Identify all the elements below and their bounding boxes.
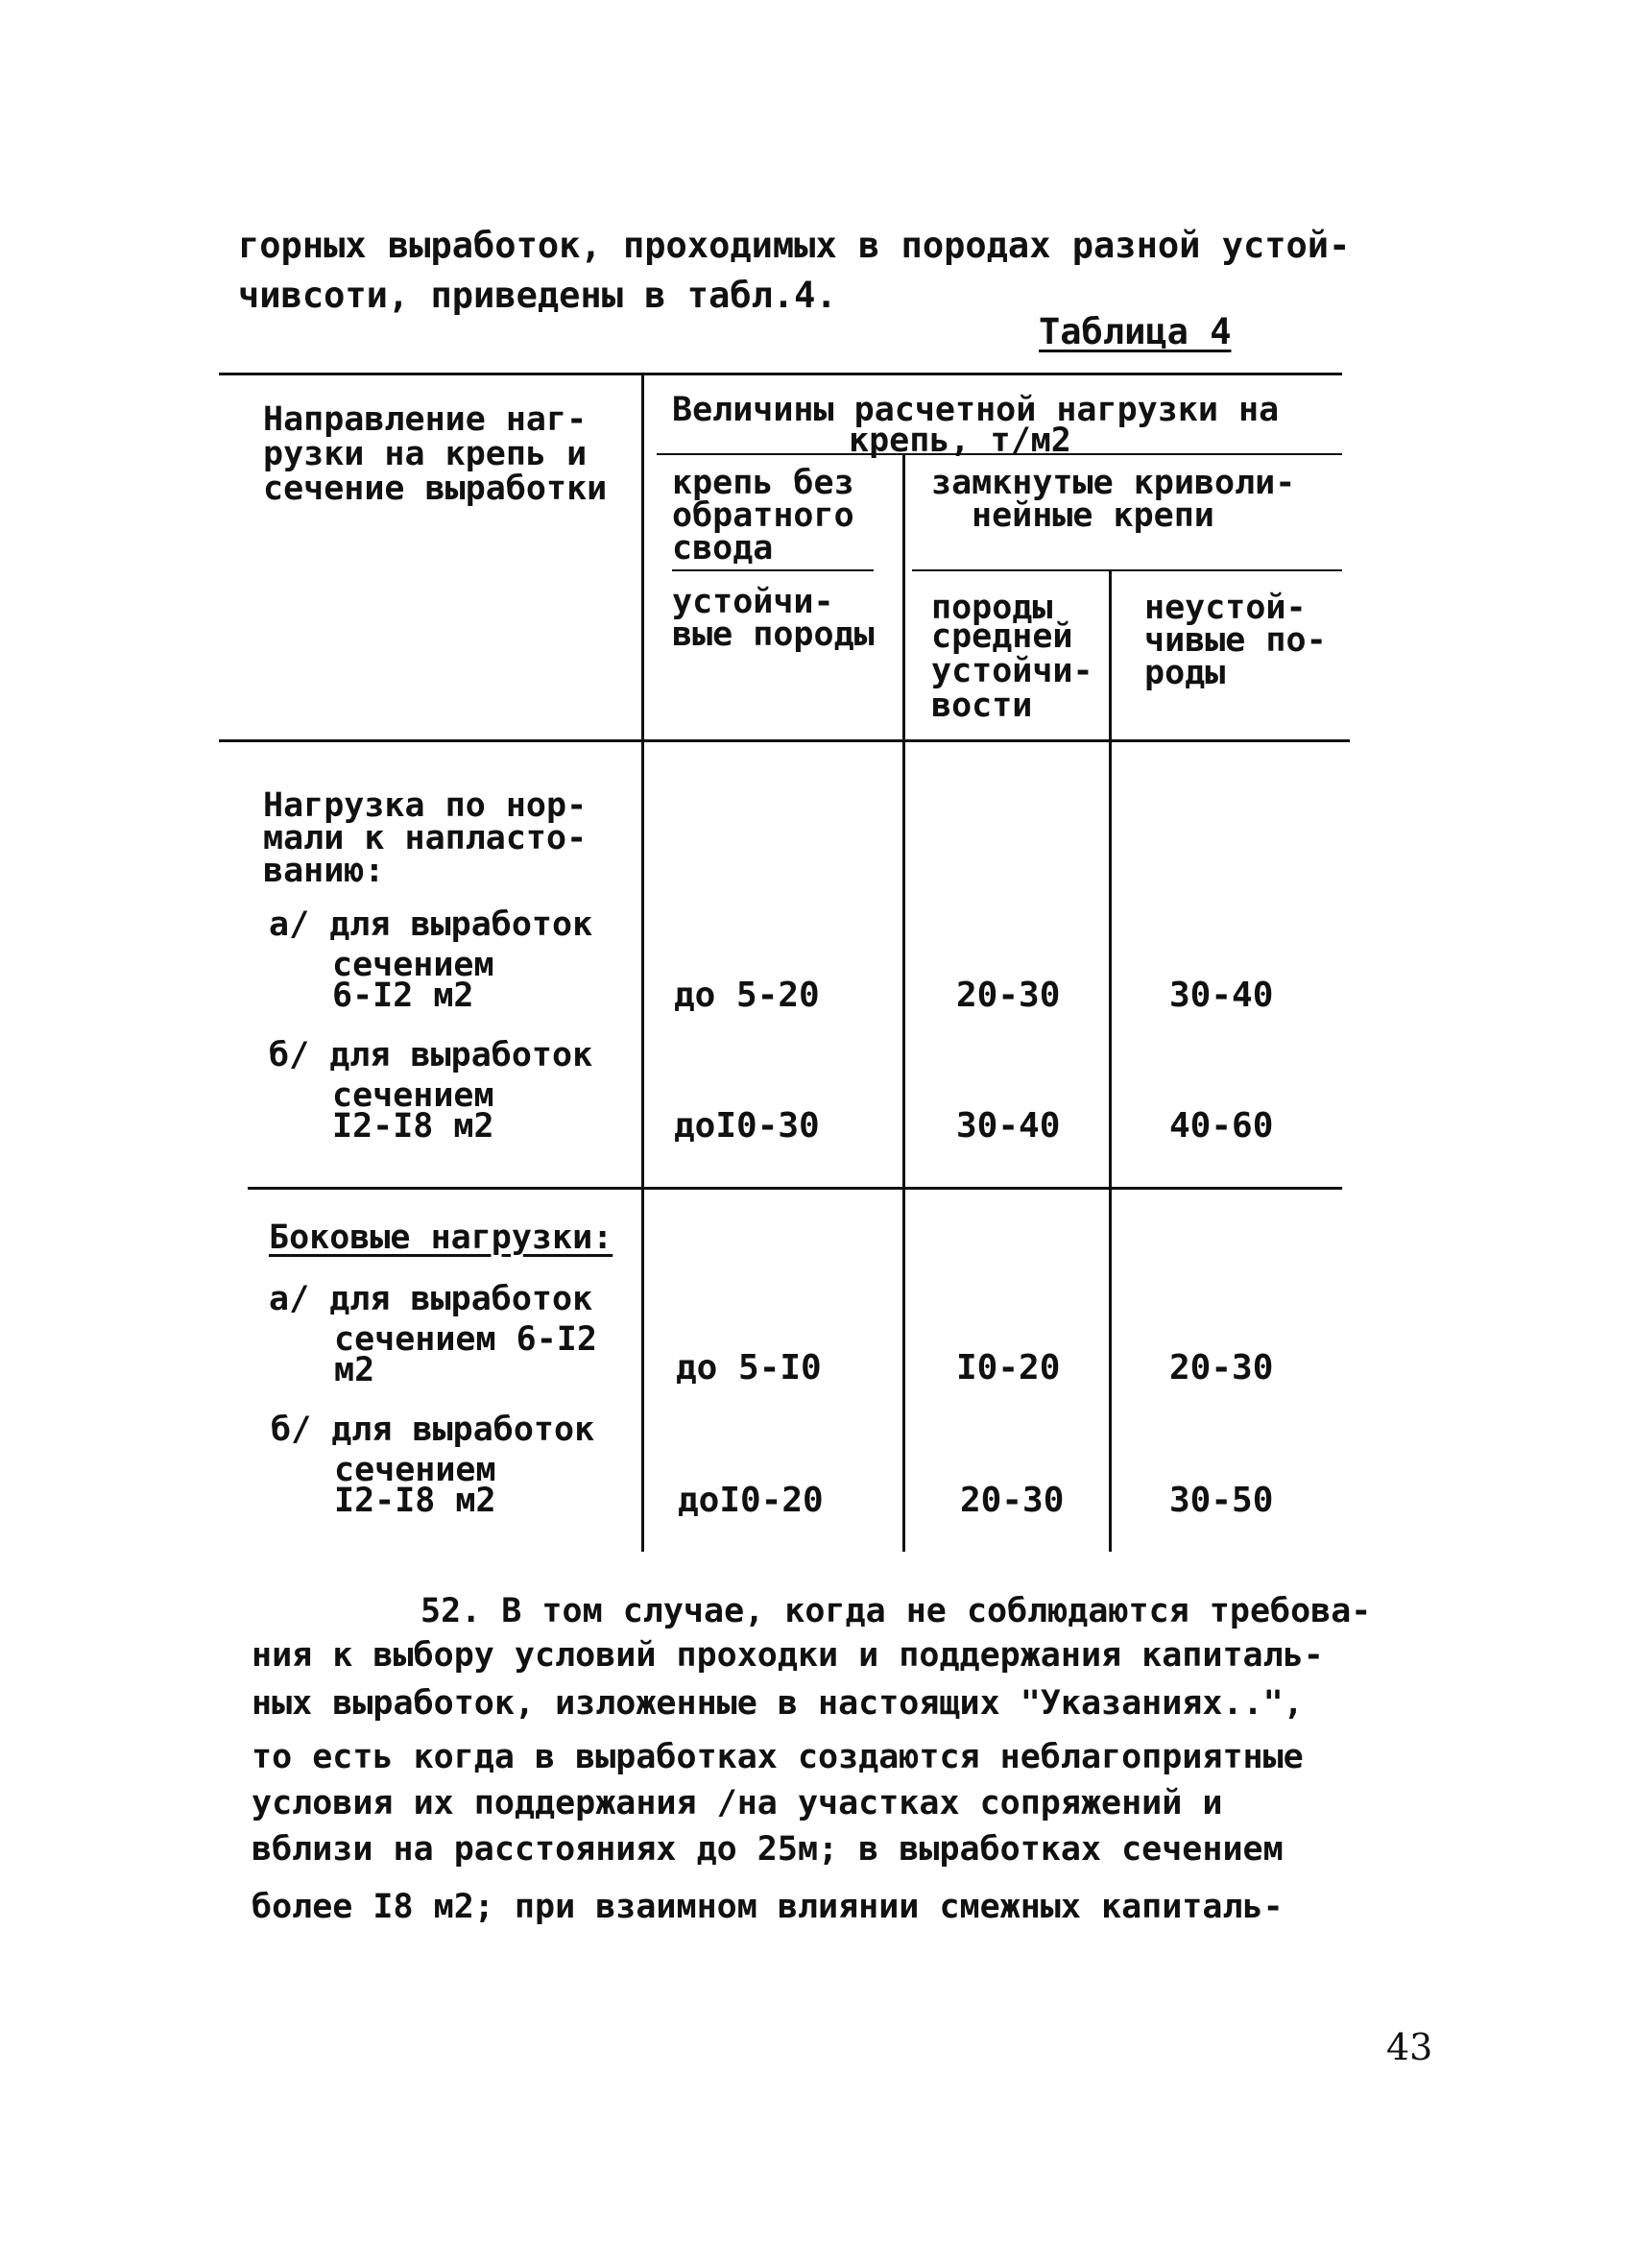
header-col1-line-2: рузки на крепь и (263, 435, 588, 473)
row-label-line-1: б/ для выработок (269, 1036, 593, 1074)
header-col1-line-3: сечение выработки (263, 470, 608, 508)
value-unstable: 30-40 (1169, 976, 1274, 1015)
value-medium: 20-30 (956, 976, 1061, 1015)
header-sub2-line-1: замкнутые криволи- (931, 464, 1296, 502)
section1-title-line-3: ванию: (263, 852, 385, 890)
intro-line-1: горных выработок, проходимых в породах разной устой- (238, 225, 1351, 266)
row-label-line-3: I2-I8 м2 (334, 1482, 496, 1520)
paragraph-line-1: 52. В том случае, когда не соблюдаются требова- (420, 1592, 1372, 1630)
header-leaf1-line-1: устойчи- (672, 583, 834, 621)
header-sub1-line-3: свода (672, 529, 774, 567)
row-label-line-3: 6-I2 м2 (332, 977, 474, 1015)
page-number: 43 (1386, 2026, 1433, 2068)
value-stable: до 5-20 (674, 976, 820, 1015)
value-stable: доI0-30 (674, 1106, 820, 1146)
header-group-line-2: крепь, т/м2 (849, 422, 1071, 460)
header-col1-line-1: Направление наг- (263, 400, 588, 439)
value-stable: до 5-I0 (676, 1348, 822, 1387)
section2-title: Боковые нагрузки: (269, 1218, 613, 1257)
paragraph-line-5: условия их поддержания /на участках сопряжений и (252, 1784, 1223, 1822)
paragraph-line-7: более I8 м2; при взаимном влиянии смежных капиталь- (252, 1888, 1284, 1926)
paragraph-line-2: ния к выбору условий проходки и поддержания капиталь- (252, 1636, 1324, 1675)
row-label-line-1: а/ для выработок (269, 1280, 593, 1318)
section1-title-line-2: мали к напласто- (263, 819, 588, 857)
value-unstable: 40-60 (1169, 1106, 1274, 1146)
header-leaf3-line-1: неустой- (1144, 589, 1307, 627)
row-label-line-3: I2-I8 м2 (332, 1107, 494, 1146)
row-label-line-2: сечением (332, 1076, 494, 1115)
table-col1-divider (641, 373, 644, 1552)
header-leaf1-line-2: вые породы (672, 615, 875, 654)
table-caption: Таблица 4 (1039, 311, 1232, 352)
header-sub1-line-2: обратного (672, 496, 854, 535)
table-col2-divider (902, 455, 905, 1552)
header-sub2-line-2: нейные крепи (972, 496, 1214, 535)
row-label-line-1: б/ для выработок (271, 1411, 595, 1449)
paragraph-line-3: ных выработок, изложенные в настоящих "Указаниях..", (252, 1684, 1304, 1723)
section1-title-line-1: Нагрузка по нор- (263, 786, 588, 825)
value-stable: доI0-20 (678, 1481, 824, 1520)
header-sub2-rule (912, 569, 1342, 571)
value-medium: 30-40 (956, 1106, 1061, 1146)
header-leaf2-line-1: породы (931, 589, 1053, 627)
paragraph-line-4: то есть когда в выработках создаются неблагоприятные (252, 1738, 1304, 1776)
table-col3-divider (1109, 571, 1112, 1552)
header-leaf2-line-4: вости (931, 687, 1033, 725)
row-label-line-3: м2 (334, 1351, 375, 1389)
section-divider-rule (248, 1187, 1342, 1190)
row-label-line-2: сечением (332, 946, 494, 984)
header-sub1-line-1: крепь без (672, 464, 854, 502)
row-label-line-2: сечением 6-I2 (334, 1320, 597, 1359)
header-leaf3-line-2: чивые по- (1144, 621, 1327, 660)
table-top-rule (219, 373, 1342, 375)
paragraph-line-6: вблизи на расстояниях до 25м; в выработках сечением (252, 1830, 1284, 1869)
header-sub1-rule (672, 569, 874, 571)
header-bottom-rule (219, 739, 1350, 742)
row-label-line-2: сечением (334, 1451, 496, 1489)
value-unstable: 30-50 (1169, 1481, 1274, 1520)
header-leaf2-line-3: устойчи- (931, 652, 1093, 690)
value-medium: 20-30 (960, 1481, 1065, 1520)
header-group-line-1: Величины расчетной нагрузки на (672, 391, 1280, 429)
value-unstable: 20-30 (1169, 1348, 1274, 1387)
value-medium: I0-20 (956, 1348, 1061, 1387)
header-leaf2-line-2: средней (931, 617, 1073, 656)
row-label-line-1: а/ для выработок (269, 905, 593, 944)
header-leaf3-line-3: роды (1144, 654, 1226, 692)
intro-line-2: чивсоти, приведены в табл.4. (238, 275, 837, 316)
